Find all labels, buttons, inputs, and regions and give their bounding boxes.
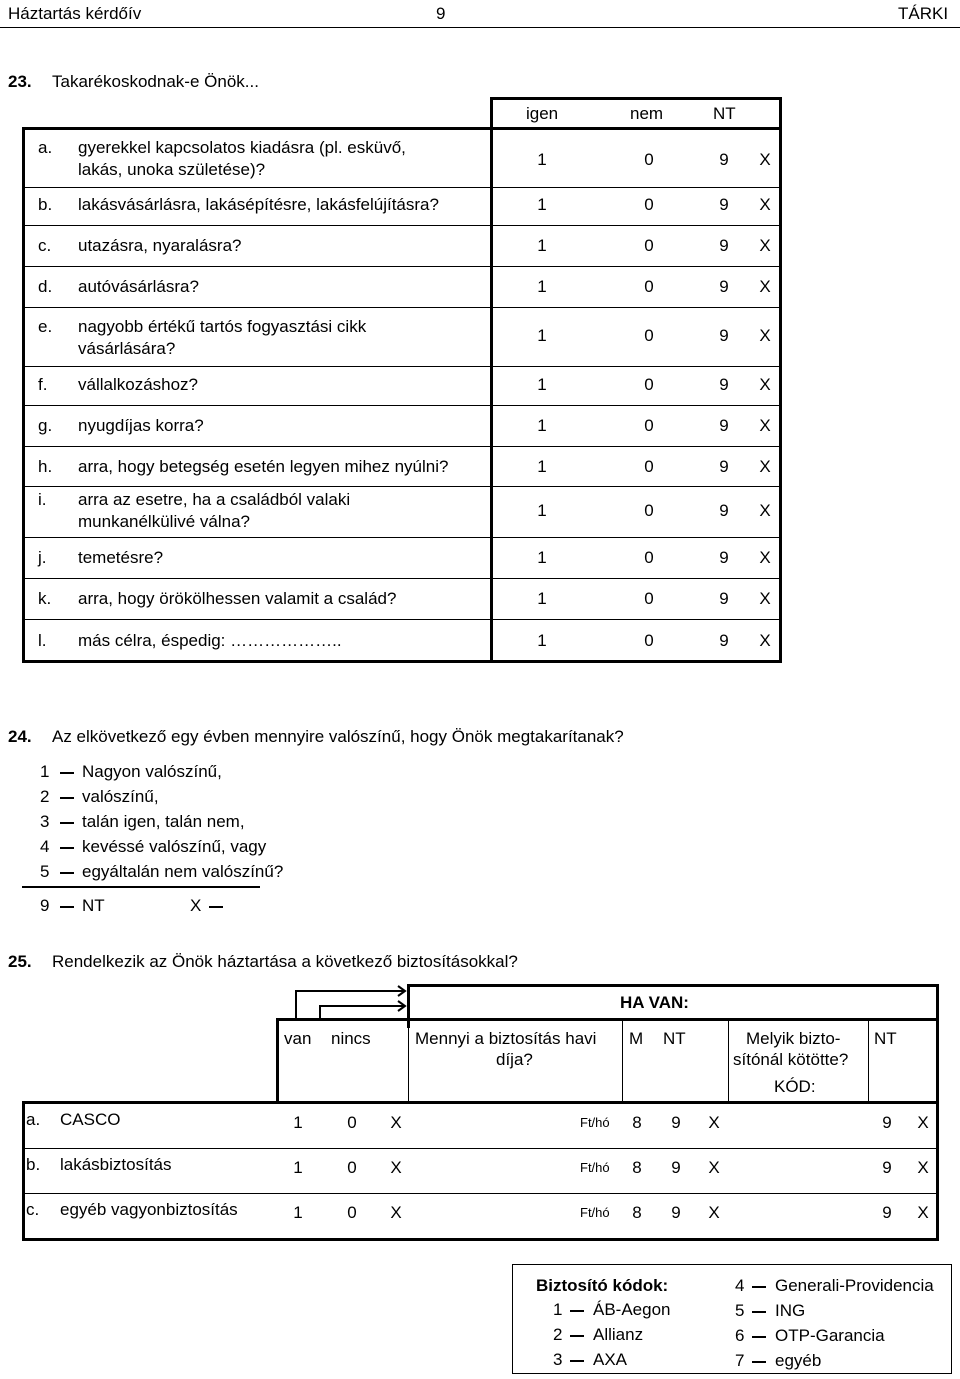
insurer-code: 2 [553, 1325, 563, 1344]
header-top-rule [276, 1018, 939, 1021]
col-header-igen: igen [526, 104, 559, 123]
code-van[interactable]: 1 [293, 1158, 303, 1177]
header-right: TÁRKI [898, 4, 949, 23]
q24-number: 24. [8, 727, 32, 746]
unit-label: Ft/hó [580, 1115, 610, 1130]
header-left: Háztartás kérdőív [8, 4, 142, 23]
code-no[interactable]: 0 [644, 195, 654, 214]
code-nincs[interactable]: 0 [347, 1113, 357, 1132]
code-nt[interactable]: 9 [719, 375, 729, 394]
code-x[interactable]: X [390, 1203, 402, 1222]
dash [570, 1335, 584, 1337]
code-x[interactable]: X [759, 150, 771, 169]
item-letter: b. [38, 195, 53, 214]
code-x[interactable]: X [759, 326, 771, 345]
col-van: van [284, 1029, 312, 1048]
col-nt: NT [663, 1029, 686, 1048]
insurer-name: Allianz [593, 1325, 644, 1344]
insurer-code: 3 [553, 1350, 563, 1369]
dash [570, 1360, 584, 1362]
item-letter: i. [38, 490, 47, 509]
code-x[interactable]: X [390, 1158, 402, 1177]
insurer-name: ING [775, 1301, 806, 1320]
insurer-name: OTP-Garancia [775, 1326, 885, 1345]
row-sep [24, 1148, 937, 1149]
insurer-code: 5 [735, 1301, 745, 1320]
insurer-code: 4 [735, 1276, 745, 1295]
item-letter: c. [38, 236, 52, 255]
option-label: kevéssé valószínű, vagy [82, 837, 267, 856]
header-bottom-rule [22, 1101, 939, 1104]
code-no[interactable]: 0 [644, 277, 654, 296]
code-yes[interactable]: 1 [537, 150, 547, 169]
table-bottom-rule [22, 1238, 939, 1241]
code-yes[interactable]: 1 [537, 277, 547, 296]
insurer-name: AXA [593, 1350, 628, 1369]
code-yes[interactable]: 1 [537, 631, 547, 650]
item-text-cont: lakás, unoka születése)? [78, 160, 266, 179]
insurer-name: Generali-Providencia [775, 1276, 934, 1295]
code-nt[interactable]: 9 [719, 150, 729, 169]
insurer-code: 1 [553, 1300, 563, 1319]
col-nincs: nincs [331, 1029, 371, 1048]
col-header-nem: nem [630, 104, 664, 123]
q23-question: Takarékoskodnak-e Önök... [52, 72, 259, 91]
item-text: arra, hogy betegség esetén legyen mihez nyúlni? [78, 457, 449, 476]
code-x[interactable]: X [759, 589, 771, 608]
code-x2[interactable]: X [708, 1113, 720, 1132]
code-nt[interactable]: 9 [719, 501, 729, 520]
code-nt[interactable]: 9 [671, 1203, 681, 1222]
nt-label: NT [82, 896, 105, 915]
code-x2[interactable]: X [708, 1203, 720, 1222]
header-left-rule [276, 1018, 279, 1104]
q25-question: Rendelkezik az Önök háztartása a következő biztosításokkal? [52, 952, 518, 971]
col-kod: KÓD: [774, 1077, 816, 1096]
code-nt[interactable]: 9 [719, 416, 729, 435]
code-x[interactable]: X [759, 277, 771, 296]
code-no[interactable]: 0 [644, 548, 654, 567]
item-letter: l. [38, 631, 47, 650]
item-letter: f. [38, 375, 48, 394]
dash [752, 1311, 766, 1313]
code-nt[interactable]: 9 [719, 548, 729, 567]
code-x[interactable]: X [390, 1113, 402, 1132]
option-label: egyáltalán nem valószínű? [82, 862, 284, 881]
col-insurer: Melyik bizto- [746, 1029, 841, 1048]
table-right-rule [936, 1018, 939, 1241]
code-nincs[interactable]: 0 [347, 1203, 357, 1222]
code-x[interactable]: X [759, 375, 771, 394]
code-yes[interactable]: 1 [537, 457, 547, 476]
code-x[interactable]: X [759, 548, 771, 567]
q23-number: 23. [8, 72, 32, 91]
code-m[interactable]: 8 [632, 1203, 642, 1222]
col-insurer-cont: sítónál kötötte? [733, 1050, 849, 1069]
item-text: arra az esetre, ha a családból valaki [78, 490, 351, 509]
code-x[interactable]: X [759, 631, 771, 650]
item-letter: h. [38, 457, 53, 476]
code-yes[interactable]: 1 [537, 375, 547, 394]
ha-van-top [407, 984, 939, 987]
item-letter: a. [38, 138, 53, 157]
row-sep [24, 1193, 937, 1194]
code-nt2[interactable]: 9 [882, 1158, 892, 1177]
code-nt[interactable]: 9 [719, 277, 729, 296]
item-text: utazásra, nyaralásra? [78, 236, 242, 255]
item-letter: k. [38, 589, 52, 608]
col-premium-cont: díja? [496, 1050, 533, 1069]
header-page-number: 9 [436, 4, 446, 23]
x-label[interactable]: X [190, 896, 202, 915]
option-code[interactable]: 3 [40, 812, 50, 831]
col-premium: Mennyi a biztosítás havi [415, 1029, 597, 1048]
option-label: valószínű, [82, 787, 159, 806]
code-van[interactable]: 1 [293, 1203, 303, 1222]
option-label: talán igen, talán nem, [82, 812, 245, 831]
code-no[interactable]: 0 [644, 150, 654, 169]
insurer-code: 6 [735, 1326, 745, 1345]
code-no[interactable]: 0 [644, 326, 654, 345]
item-text: gyerekkel kapcsolatos kiadásra (pl. esküvő, [78, 138, 406, 157]
option-code[interactable]: 1 [40, 762, 50, 781]
code-yes[interactable]: 1 [537, 326, 547, 345]
code-nt[interactable]: 9 [671, 1113, 681, 1132]
row-letter: b. [26, 1155, 41, 1174]
row-letter: c. [26, 1200, 40, 1219]
col-nt2: NT [874, 1029, 897, 1048]
code-no[interactable]: 0 [644, 589, 654, 608]
code-m[interactable]: 8 [632, 1158, 642, 1177]
item-letter: j. [38, 548, 47, 567]
code-no[interactable]: 0 [644, 631, 654, 650]
code-x2[interactable]: X [708, 1158, 720, 1177]
code-x[interactable]: X [759, 501, 771, 520]
code-no[interactable]: 0 [644, 375, 654, 394]
code-x3[interactable]: X [917, 1203, 929, 1222]
code-yes[interactable]: 1 [537, 236, 547, 255]
item-text: temetésre? [78, 548, 164, 567]
option-code[interactable]: 2 [40, 787, 50, 806]
col-sep [622, 1020, 623, 1102]
item-letter: g. [38, 416, 53, 435]
code-m[interactable]: 8 [632, 1113, 642, 1132]
code-no[interactable]: 0 [644, 457, 654, 476]
code-no[interactable]: 0 [644, 501, 654, 520]
item-text: más célra, éspedig: ……………….. [78, 631, 342, 650]
item-text: vállalkozáshoz? [78, 375, 199, 394]
code-nt2[interactable]: 9 [882, 1113, 892, 1132]
code-x[interactable]: X [759, 416, 771, 435]
table-left-rule [22, 1101, 25, 1241]
item-text-cont: munkanélkülivé válna? [78, 512, 250, 531]
item-text-cont: vásárlására? [78, 339, 176, 358]
insurer-name: egyéb [775, 1351, 822, 1370]
row-label: egyéb vagyonbiztosítás [60, 1200, 238, 1219]
code-yes[interactable]: 1 [537, 416, 547, 435]
code-nt[interactable]: 9 [719, 326, 729, 345]
code-x3[interactable]: X [917, 1158, 929, 1177]
option-code[interactable]: 5 [40, 862, 50, 881]
row-label: lakásbiztosítás [60, 1155, 172, 1174]
code-nincs[interactable]: 0 [347, 1158, 357, 1177]
unit-label: Ft/hó [580, 1205, 610, 1220]
row-letter: a. [26, 1110, 41, 1129]
dash [570, 1310, 584, 1312]
item-text: arra, hogy örökölhessen valamit a család? [78, 589, 397, 608]
option-code[interactable]: 4 [40, 837, 50, 856]
item-text: lakásvásárlásra, lakásépítésre, lakásfelújításra? [78, 195, 439, 214]
item-letter: e. [38, 317, 53, 336]
col-sep [408, 1020, 409, 1102]
item-text: nyugdíjas korra? [78, 416, 204, 435]
code-no[interactable]: 0 [644, 416, 654, 435]
code-x[interactable]: X [759, 457, 771, 476]
code-yes[interactable]: 1 [537, 589, 547, 608]
code-van[interactable]: 1 [293, 1113, 303, 1132]
code-yes[interactable]: 1 [537, 195, 547, 214]
code-nt[interactable]: 9 [671, 1158, 681, 1177]
col-header-nt: NT [713, 104, 736, 123]
unit-label: Ft/hó [580, 1160, 610, 1175]
code-yes[interactable]: 1 [537, 501, 547, 520]
code-no[interactable]: 0 [644, 236, 654, 255]
item-text: nagyobb értékű tartós fogyasztási cikk [78, 317, 367, 336]
item-letter: d. [38, 277, 53, 296]
ha-van-label: HA VAN: [620, 993, 689, 1012]
option-label: Nagyon valószínű, [82, 762, 222, 781]
insurer-name: ÁB-Aegon [593, 1300, 671, 1319]
code-nt[interactable]: 9 [719, 195, 729, 214]
q25-number: 25. [8, 952, 32, 971]
col-sep [728, 1020, 729, 1102]
insurer-code: 7 [735, 1351, 745, 1370]
col-sep [868, 1020, 869, 1102]
dash [752, 1361, 766, 1363]
code-x3[interactable]: X [917, 1113, 929, 1132]
insurer-codes-title: Biztosító kódok: [536, 1276, 669, 1295]
code-nt2[interactable]: 9 [882, 1203, 892, 1222]
code-yes[interactable]: 1 [537, 548, 547, 567]
dash [752, 1286, 766, 1288]
row-label: CASCO [60, 1110, 121, 1129]
code-nt[interactable]: 9 [719, 236, 729, 255]
item-text: autóvásárlásra? [78, 277, 199, 296]
code-nt[interactable]: 9 [719, 589, 729, 608]
q24-question: Az elkövetkező egy évben mennyire valószínű, hogy Önök megtakarítanak? [52, 727, 624, 746]
dash [752, 1336, 766, 1338]
code-nt[interactable]: 9 [719, 457, 729, 476]
col-m: M [629, 1029, 644, 1048]
nt-code[interactable]: 9 [40, 896, 50, 915]
code-x[interactable]: X [759, 195, 771, 214]
code-nt[interactable]: 9 [719, 631, 729, 650]
code-x[interactable]: X [759, 236, 771, 255]
